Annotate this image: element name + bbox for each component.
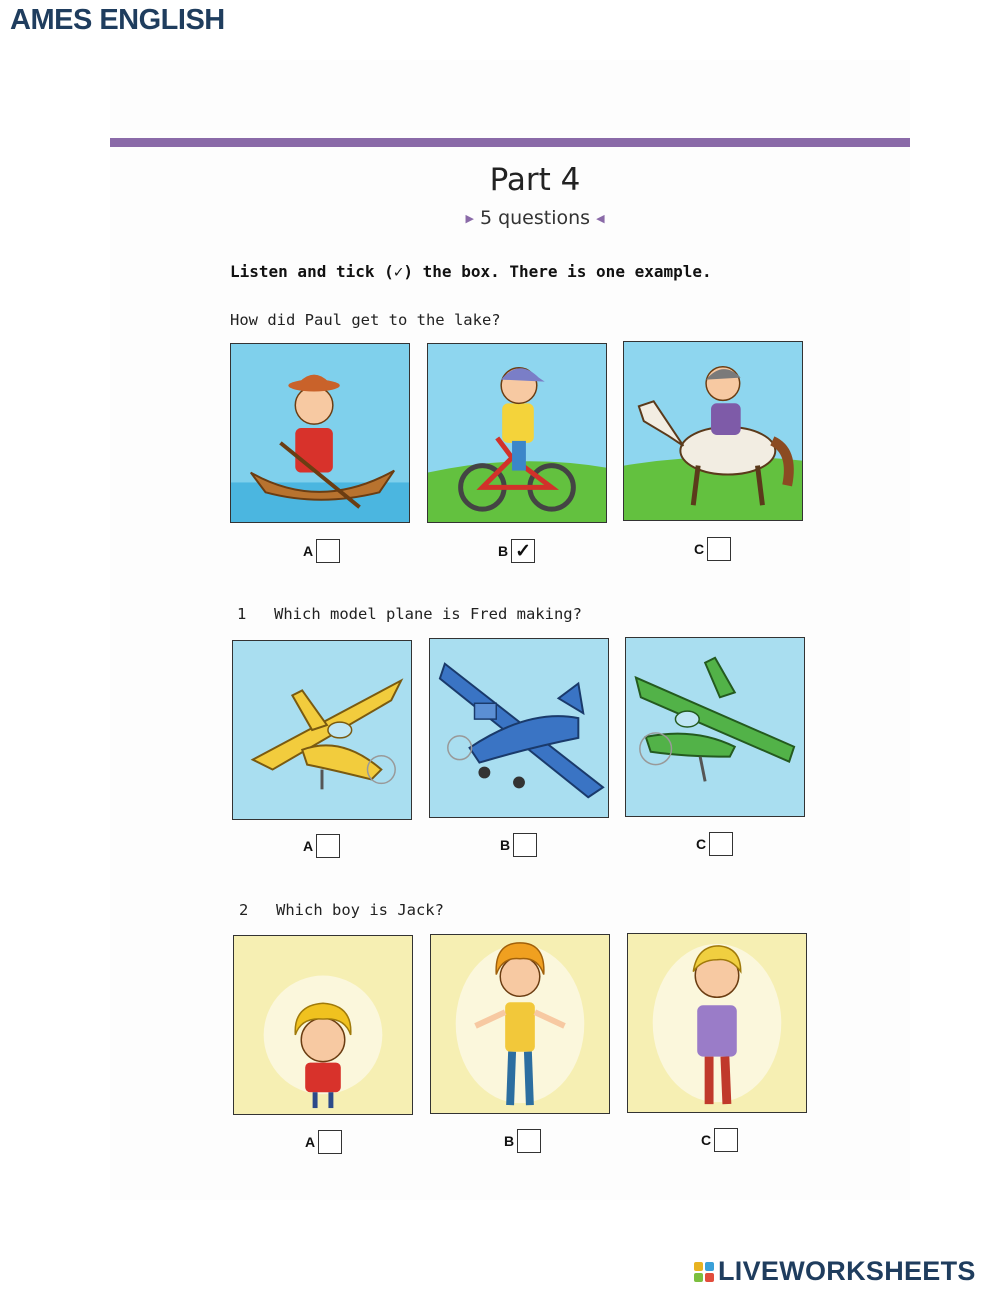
part-title: Part 4 — [489, 162, 581, 198]
example-option-a — [303, 538, 340, 564]
footer-brand: LIVEWORKSHEETS — [718, 1256, 976, 1286]
question-1-option-c — [696, 831, 733, 857]
questions-count — [0, 207, 1000, 229]
option-letter: C — [701, 1132, 712, 1148]
liveworksheets-logo — [694, 1256, 976, 1287]
logo-square — [694, 1262, 703, 1271]
option-letter: A — [303, 838, 314, 854]
picture-blue-plane — [429, 638, 609, 818]
option-letter: C — [696, 836, 707, 852]
question-number: 1 — [237, 605, 247, 623]
header-accent-bar — [110, 138, 910, 147]
tick-box-c[interactable] — [709, 832, 733, 856]
picture-green-plane — [625, 637, 805, 817]
question-2-option-a — [305, 1129, 342, 1155]
right-arrow-icon: ▶ — [465, 212, 474, 225]
left-arrow-icon: ◀ — [596, 212, 605, 225]
brand-title: AMES ENGLISH — [10, 4, 225, 36]
picture-tall-curly-haired-boy — [430, 934, 610, 1114]
picture-tall-straight-haired-boy — [627, 933, 807, 1113]
option-letter: B — [504, 1133, 515, 1149]
tick-box-c[interactable] — [707, 537, 731, 561]
tick-box-b[interactable] — [517, 1129, 541, 1153]
picture-boy-riding-bicycle — [427, 343, 607, 523]
example-option-b — [498, 538, 535, 564]
question-1 — [237, 605, 582, 623]
tick-box-a[interactable] — [316, 834, 340, 858]
tick-box-a[interactable] — [318, 1130, 342, 1154]
question-number: 2 — [239, 901, 249, 919]
option-letter: B — [500, 837, 511, 853]
option-letter: B — [498, 543, 509, 559]
question-text: Which boy is Jack? — [276, 901, 444, 919]
question-1-option-b — [500, 832, 537, 858]
question-2-option-b — [504, 1128, 541, 1154]
picture-yellow-plane — [232, 640, 412, 820]
instruction-text: Listen and tick (✓) the box. There is one example. — [230, 262, 712, 281]
option-letter: A — [303, 543, 314, 559]
picture-short-curly-haired-boy — [233, 935, 413, 1115]
option-letter: A — [305, 1134, 316, 1150]
logo-square — [705, 1273, 714, 1282]
example-question: How did Paul get to the lake? — [230, 311, 501, 329]
tick-box-a[interactable] — [316, 539, 340, 563]
example-option-c — [694, 536, 731, 562]
picture-boy-rowing-boat — [230, 343, 410, 523]
logo-grid-icon — [694, 1262, 714, 1282]
logo-square — [705, 1262, 714, 1271]
question-text: Which model plane is Fred making? — [274, 605, 582, 623]
question-1-option-a — [303, 833, 340, 859]
logo-square — [694, 1273, 703, 1282]
questions-label: 5 questions — [479, 207, 591, 229]
question-2 — [239, 901, 444, 919]
tick-box-c[interactable] — [714, 1128, 738, 1152]
tick-box-b[interactable]: ✓ — [511, 539, 535, 563]
option-letter: C — [694, 541, 705, 557]
tick-box-b[interactable] — [513, 833, 537, 857]
question-2-option-c — [701, 1127, 738, 1153]
picture-boy-riding-horse — [623, 341, 803, 521]
